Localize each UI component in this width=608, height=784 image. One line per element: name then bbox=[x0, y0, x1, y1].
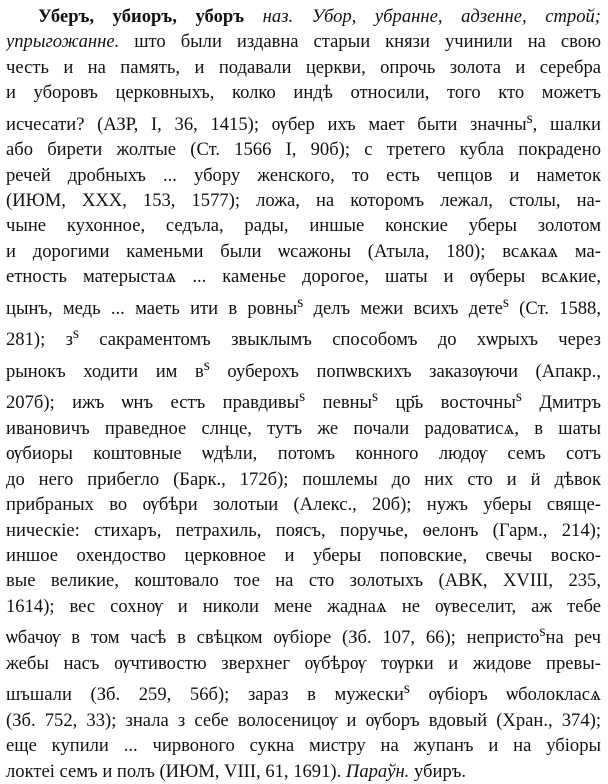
text-line bbox=[6, 4, 601, 29]
text-run: (Зб. 752, 33); знала з себе волосеницѹ и ѹборъ вдовый (Хран., 374); bbox=[6, 709, 601, 731]
text-line bbox=[6, 676, 601, 708]
text-run: и дорогими каменьми были ѡсажоны (Атыла, 180); всѧкаѧ ма- bbox=[6, 240, 601, 262]
text-line bbox=[6, 733, 601, 758]
text-run: 281); з bbox=[6, 329, 73, 351]
text-line bbox=[6, 441, 601, 466]
superscript: s bbox=[502, 293, 509, 311]
text-line bbox=[6, 416, 601, 441]
text-line bbox=[6, 384, 601, 416]
text-line bbox=[6, 163, 601, 188]
text-line bbox=[6, 264, 601, 289]
text-run: чыне кухонное, седъла, рады, иншые конские уберы золотом bbox=[6, 215, 601, 237]
superscript: s bbox=[72, 325, 79, 343]
superscript: s bbox=[403, 680, 410, 698]
text-run: цынъ, медь ... маеть ити в ровны bbox=[6, 297, 298, 319]
text-run: жебы насъ ѹчтивостю зверхнег ѹбѣрѹ тѹрки и жидове превы- bbox=[6, 652, 601, 674]
text-run: цр҃ь восточны bbox=[378, 392, 516, 414]
text-line bbox=[6, 651, 601, 676]
text-run: , шалки bbox=[532, 113, 601, 135]
text-run: ническіе: стихаръ, петрахиль, поясъ, поручье, ѳелонъ (Гарм., 214); bbox=[6, 519, 601, 541]
text-line bbox=[6, 568, 601, 593]
text-line bbox=[6, 759, 601, 784]
text-line bbox=[6, 80, 601, 105]
text-run: вые великие, коштовало тое на сто золотыхъ (АВК, XVIII, 235, bbox=[6, 570, 601, 592]
text-run: шъшали (Зб. 259, 56б); зараз в мужески bbox=[6, 684, 404, 706]
text-run: честь и на память, и подавали церкви, опрочь золота и серебра bbox=[6, 56, 601, 78]
text-run: на реч bbox=[545, 627, 601, 649]
text-line bbox=[6, 492, 601, 517]
text-run: ѡбачѹ в том часѣ в свѣцком ѹбіоре (Зб. 107, 66); непристо bbox=[6, 627, 540, 649]
text-line bbox=[6, 106, 601, 138]
superscript: s bbox=[539, 623, 546, 641]
text-run: исчесати? (АЗР, I, 36, 1415); ѹбер ихъ мает быти значны bbox=[6, 113, 527, 135]
superscript: s bbox=[203, 356, 210, 374]
text-run: иншое охендоство церковное и уберы поповские, свечы воско- bbox=[6, 545, 601, 567]
text-run: 1614); вес сохнѹ и николи мене жаднаѧ не ѹвеселит, аж тебе bbox=[6, 595, 601, 617]
text-run: (ИЮМ, XXX, 153, 1577); ложа, на которомъ лежал, столы, на- bbox=[6, 190, 601, 212]
text-run: делъ межи всихъ дете bbox=[303, 297, 503, 319]
text-run: еще купили ... чирвоного сукна мистру на жупанъ и на убіоры bbox=[6, 735, 601, 757]
superscript: s bbox=[299, 388, 306, 406]
text-run: Дмитръ bbox=[521, 392, 601, 414]
text-line bbox=[6, 290, 601, 322]
text-line bbox=[6, 55, 601, 80]
text-line bbox=[6, 543, 601, 568]
text-line bbox=[6, 321, 601, 353]
superscript: s bbox=[297, 293, 304, 311]
text-run: ѹбіоръ ѡболокласѧ bbox=[409, 684, 601, 706]
text-line bbox=[6, 467, 601, 492]
text-run: што были издавна старыи князи учинили на свою bbox=[119, 31, 601, 53]
text-line bbox=[6, 594, 601, 619]
text-line bbox=[6, 619, 601, 651]
text-run: або бирети жолтые (Ст. 1566 I, 90б); с третего кубла покрадено bbox=[6, 139, 601, 161]
italic-text: упрыгожанне. bbox=[6, 31, 120, 53]
text-line bbox=[6, 518, 601, 543]
text-run: етность матерыстаѧ ... каменье дорогое, шаты и ѹберы всѧкие, bbox=[6, 266, 601, 288]
text-run: до него прибегло (Барк., 172б); пошлемы до них сто и ӥ дѣвок bbox=[6, 468, 601, 490]
text-run: прибраных во ѹбѣри золотыи (Алекс., 20б); нужъ уберы свяще- bbox=[6, 494, 601, 516]
text-run: локтеі семъ и полъ (ИЮМ, VIII, 61, 1691). bbox=[6, 760, 346, 782]
text-run: сакраментомъ звыклымъ способомъ до хѡрыхъ через bbox=[78, 329, 601, 351]
text-line bbox=[6, 188, 601, 213]
text-run: речей дробныхъ ... убору женского, то есть чепцов и наметок bbox=[6, 164, 601, 186]
superscript: s bbox=[515, 388, 522, 406]
italic-text: Параўн. bbox=[345, 760, 410, 782]
text-line bbox=[6, 239, 601, 264]
text-run: убиръ. bbox=[409, 760, 467, 782]
text-run: 207б); ижъ ѡнъ естъ правдивы bbox=[6, 392, 300, 414]
headword: Уберъ, убиоръ, уборъ bbox=[38, 6, 245, 27]
text-run: ѹбиоры коштовные ѡдѣли, потомъ конного людѹ семъ сотъ bbox=[6, 443, 601, 465]
superscript: s bbox=[526, 109, 533, 127]
text-run: ивановичъ праведное слнце, тутъ же почали радоватисѧ, в шаты bbox=[6, 418, 601, 440]
text-run: оуберохъ попѡвскихъ заказѹючи (Апакр., bbox=[209, 361, 601, 383]
text-run bbox=[244, 6, 263, 27]
superscript: s bbox=[372, 388, 379, 406]
text-run: рынокъ ходити им в bbox=[6, 361, 204, 383]
text-line bbox=[6, 353, 601, 385]
italic-text: наз. Убор, убранне, адзенне, строй; bbox=[262, 6, 601, 27]
text-run: (Ст. 1588, bbox=[508, 297, 601, 319]
text-line bbox=[6, 708, 601, 733]
text-line bbox=[6, 137, 601, 162]
text-run: певны bbox=[305, 392, 373, 414]
text-line bbox=[6, 213, 601, 238]
text-run: и уборовъ церковныхъ, колко индѣ относили, того кто можетъ bbox=[6, 82, 601, 104]
text-line bbox=[6, 29, 601, 54]
